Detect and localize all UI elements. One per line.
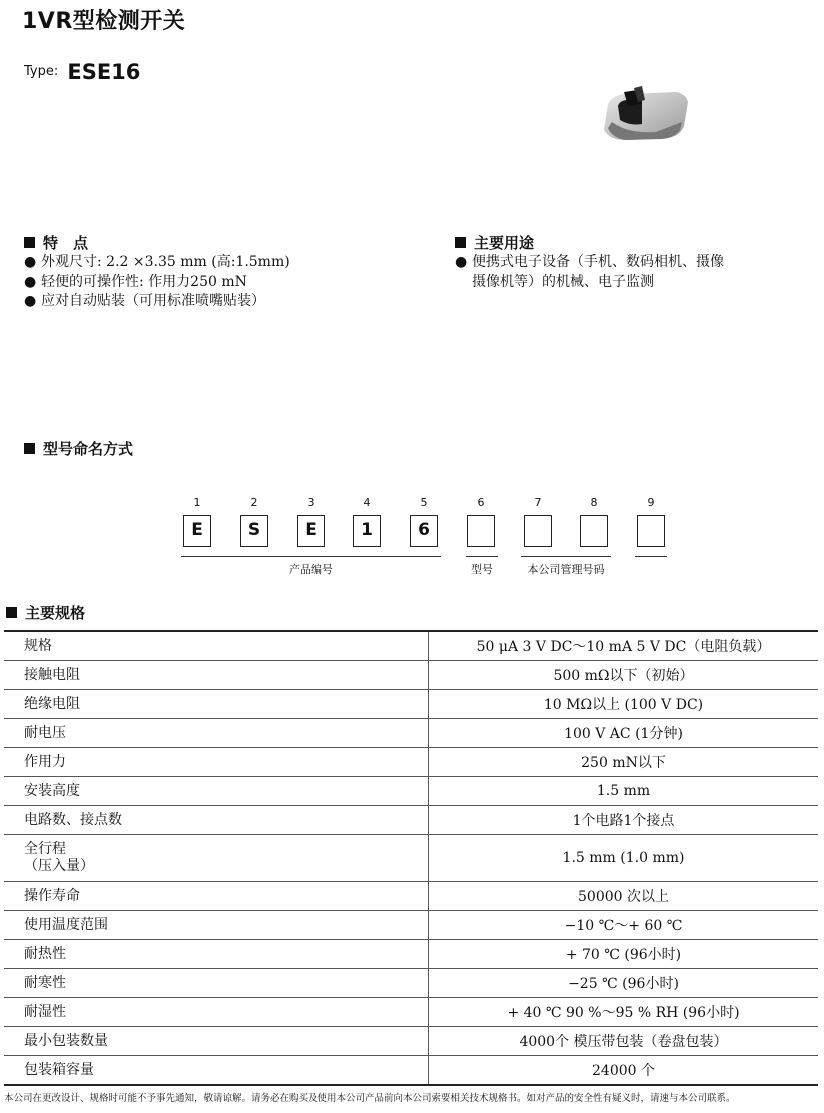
list-item: ● 便携式电子设备（手机、数码相机、摄像 (455, 253, 785, 273)
type-value: ESE16 (67, 60, 141, 84)
type-label: Type: (24, 64, 59, 79)
bullet-icon: ● (24, 254, 37, 270)
table-row (4, 998, 818, 1027)
code-box (524, 515, 552, 547)
management-code-line (521, 556, 611, 557)
code-box: 6 (410, 515, 438, 547)
footer-note: 本公司在更改设计、规格时可能不予事先通知，敬请谅解。请务必在购买及使用本公司产品前向本公司索要相关技术规格书。如对产品的安全性有疑义时，请速与本公司联系。 (4, 1093, 736, 1104)
digit-number: 7 (534, 496, 542, 509)
table-row (4, 969, 818, 998)
specs-heading: 主要规格 (6, 602, 85, 623)
digit-number: 9 (647, 496, 655, 509)
spec-value: 500 mΩ以下（初始） (429, 661, 819, 690)
spec-value: 1.5 mm (1.0 mm) (429, 835, 819, 882)
spec-key: 包装箱容量 (4, 1056, 429, 1086)
digit-number: 1 (193, 496, 201, 509)
product-code-caption: 产品编号 (289, 563, 333, 576)
digit-number: 8 (590, 496, 598, 509)
spec-key: 绝缘电阻 (4, 690, 429, 719)
spec-key: 安装高度 (4, 777, 429, 806)
table-row (4, 806, 818, 835)
table-row (4, 835, 818, 882)
type-line (24, 60, 140, 84)
features-section (24, 232, 444, 312)
spec-value: + 40 ℃ 90 %～95 % RH (96小时) (429, 998, 819, 1027)
spec-value: 50000 次以上 (429, 882, 819, 911)
digit-number: 3 (307, 496, 315, 509)
type-code-caption: 型号 (471, 563, 493, 576)
bullet-icon: ● (455, 254, 468, 270)
list-item: 摄像机等）的机械、电子监测 (472, 273, 654, 290)
digit-number: 6 (477, 496, 485, 509)
spec-key: 耐热性 (4, 940, 429, 969)
spec-value: 100 V AC (1分钟) (429, 719, 819, 748)
spec-key: 接触电阻 (4, 661, 429, 690)
spec-value: −25 ℃ (96小时) (429, 969, 819, 998)
code-box: 1 (353, 515, 381, 547)
spec-key: 操作寿命 (4, 882, 429, 911)
features-heading: 特 点 (24, 232, 444, 253)
spec-key: 电路数、接点数 (4, 806, 429, 835)
spec-key: 耐电压 (4, 719, 429, 748)
spec-key: 使用温度范围 (4, 911, 429, 940)
specs-table (4, 630, 818, 1086)
square-bullet-icon (24, 237, 35, 248)
table-row (4, 631, 818, 661)
table-row (4, 940, 818, 969)
spec-key: 规格 (4, 631, 429, 661)
spec-value: 250 mN以下 (429, 748, 819, 777)
applications-heading: 主要用途 (455, 232, 785, 253)
code-box: E (183, 515, 211, 547)
applications-section (455, 232, 785, 292)
table-row (4, 719, 818, 748)
list-item: ● 应对自动贴装（可用标准喷嘴贴装） (24, 292, 444, 312)
spec-key: 耐湿性 (4, 998, 429, 1027)
type-code-line (466, 556, 498, 557)
list-item: ● 轻便的可操作性: 作用力250 mN (24, 273, 444, 293)
naming-heading: 型号命名方式 (24, 438, 133, 459)
digit-number: 5 (420, 496, 428, 509)
spec-value: −10 ℃～+ 60 ℃ (429, 911, 819, 940)
product-code-line (181, 556, 441, 557)
square-bullet-icon (6, 607, 17, 618)
spec-value: 1个电路1个接点 (429, 806, 819, 835)
applications-list (455, 253, 785, 292)
page-title: 1VR型检测开关 (22, 9, 186, 34)
table-row (4, 1056, 818, 1086)
spec-key: 作用力 (4, 748, 429, 777)
code-box: S (240, 515, 268, 547)
spec-value: + 70 ℃ (96小时) (429, 940, 819, 969)
extra-code-line (635, 556, 667, 557)
spec-key-line2: （压入量） (24, 858, 94, 874)
management-code-caption: 本公司管理号码 (527, 563, 605, 576)
table-row (4, 911, 818, 940)
table-row (4, 882, 818, 911)
list-item: ● 外观尺寸: 2.2 ×3.35 mm (高:1.5mm) (24, 253, 444, 273)
code-box (467, 515, 495, 547)
features-list (24, 253, 444, 312)
spec-value: 50 μA 3 V DC～10 mA 5 V DC（电阻负载） (429, 631, 819, 661)
spec-value: 10 MΩ以上 (100 V DC) (429, 690, 819, 719)
code-box (580, 515, 608, 547)
bullet-icon: ● (24, 273, 37, 290)
code-box: E (297, 515, 325, 547)
code-box (637, 515, 665, 547)
spec-key-line1: 全行程 (24, 841, 66, 857)
spec-value: 4000个 模压带包装（卷盘包装） (429, 1027, 819, 1056)
table-row (4, 777, 818, 806)
spec-key: 最小包装数量 (4, 1027, 429, 1056)
spec-value: 24000 个 (429, 1056, 819, 1086)
bullet-icon: ● (24, 293, 37, 309)
spec-key: 耐寒性 (4, 969, 429, 998)
table-row (4, 748, 818, 777)
switch-product-image (598, 82, 690, 144)
spec-key (4, 835, 429, 882)
spec-value: 1.5 mm (429, 777, 819, 806)
square-bullet-icon (455, 237, 466, 248)
table-row (4, 1027, 818, 1056)
digit-number: 4 (363, 496, 371, 509)
square-bullet-icon (24, 443, 35, 454)
table-row (4, 690, 818, 719)
digit-number: 2 (250, 496, 258, 509)
table-row (4, 661, 818, 690)
